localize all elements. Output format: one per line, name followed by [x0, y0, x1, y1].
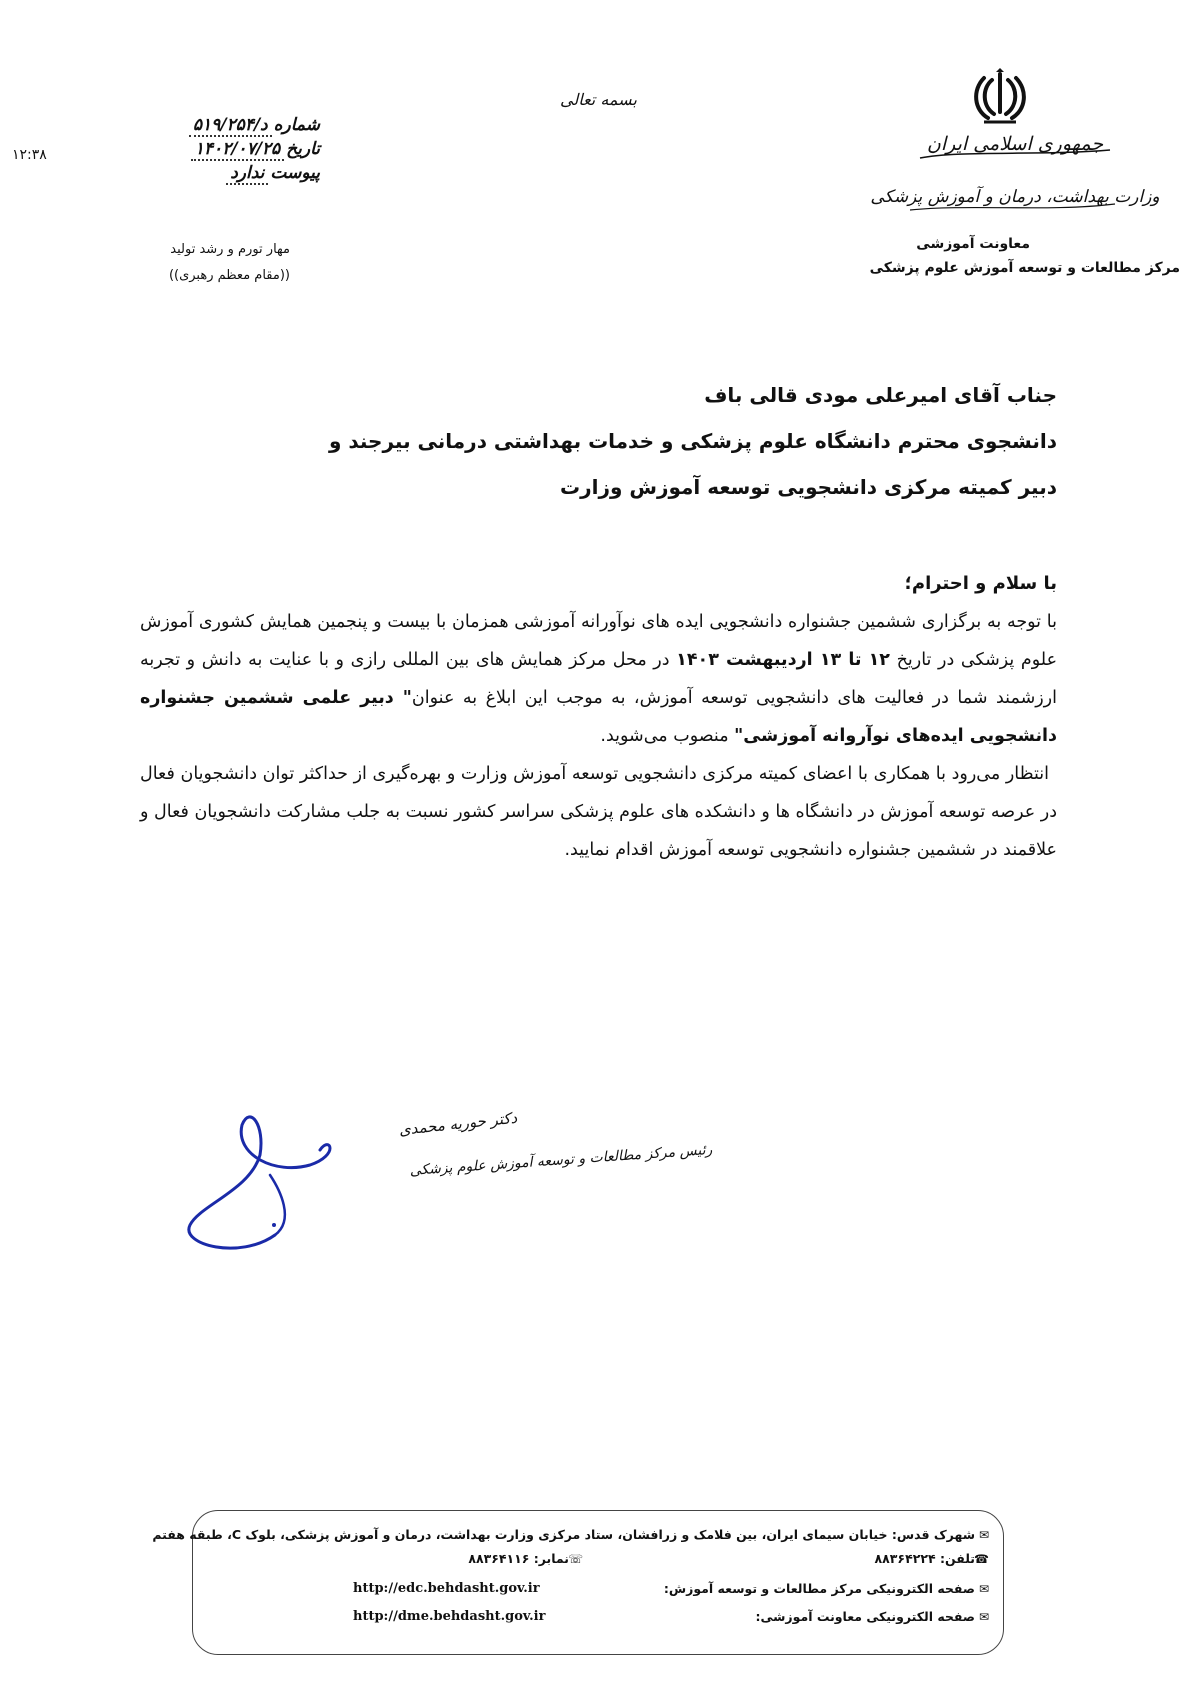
location-icon: ✉	[978, 1528, 989, 1542]
signatory-title: رئیس مرکز مطالعات و توسعه آموزش علوم پزشکی	[409, 1141, 713, 1179]
addressee	[329, 372, 1057, 510]
iran-emblem-icon	[970, 68, 1030, 128]
phone-icon: ☎	[974, 1552, 989, 1566]
ministry-department	[869, 236, 1180, 276]
footer-address	[152, 1527, 989, 1542]
number-label: شماره	[273, 115, 320, 135]
greeting: با سلام و احترام؛	[904, 573, 1057, 594]
address-text: شهرک قدس: خیابان سیمای ایران، بین فلامک و زرافشان، ستاد مرکزی وزارت بهداشت، درمان و آموزش پزشکی، بلوک C، طبقه هفتم	[152, 1527, 975, 1542]
letter-body	[140, 565, 1057, 869]
attachment-label: پیوست	[270, 163, 320, 183]
p1-text-c: در محل مرکز همایش های بین المللی رازی و با عنایت به دانش و تجربه ارزشمند شما در فعالیت های دانشجویی توسعه آموزش، به موجب این ابلاغ به عنوان	[140, 650, 1058, 708]
deputy-name: معاونت آموزشی	[916, 236, 1030, 252]
web2-link[interactable]: http://dme.behdasht.gov.ir	[353, 1609, 546, 1624]
addressee-name: جناب آقای امیرعلی مودی قالی باف	[704, 383, 1057, 407]
slogan	[80, 237, 290, 289]
attachment-value: ندارد	[226, 163, 268, 185]
number-value: د/۵۱۹/۲۵۴	[189, 115, 272, 137]
addressee-role: دبیر کمیته مرکزی دانشجویی توسعه آموزش وزارت	[560, 475, 1057, 499]
handwritten-signature	[180, 1095, 713, 1265]
slogan-line: مهار تورم و رشد تولید	[170, 242, 290, 257]
footer-fax	[468, 1551, 583, 1566]
footer-web2	[755, 1609, 989, 1624]
center-name: مرکز مطالعات و توسعه آموزش علوم پزشکی	[869, 260, 1180, 276]
envelope-icon: ✉	[978, 1582, 989, 1596]
ministry-logo-text: وزارت بهداشت، درمان و آموزش پزشکی	[870, 187, 1160, 207]
time-stamp: ۱۲:۳۸	[12, 147, 47, 163]
footer-phone	[875, 1551, 989, 1566]
p1-text-a: با توجه به برگزاری ششمین جشنواره دانشجویی ایده های نوآورانه آموزشی همزمان با بیست و پنجمین همایش کشوری آموزش علوم پزشکی در تاریخ	[140, 612, 1058, 670]
paragraph-2: انتظار می‌رود با همکاری با اعضای کمیته مرکزی دانشجویی توسعه آموزش وزارت و بهره‌گیری از حداکثر توان دانشجویان فعال در عرصه توسعه آموزش در دانشگاه ها و دانشکده های علوم پزشکی سراسر کشور نسبت به جلب مشارکت دانشجویان فعال و علاقمند در ششمین جشنواره دانشجویی توسعه آموزش اقدام نمایید.	[140, 764, 1057, 860]
date-value: ۱۴۰۲/۰۷/۲۵	[191, 139, 284, 161]
fax-icon: ☏	[567, 1552, 583, 1566]
envelope-icon: ✉	[978, 1610, 989, 1624]
fax-text: نمابر: ۸۸۳۶۴۱۱۶	[468, 1551, 569, 1566]
signatory-name: دکتر حوریه محمدی	[398, 1108, 518, 1140]
p1-text-e: منصوب می‌شوید.	[600, 726, 735, 746]
letter-meta	[130, 115, 320, 187]
p1-date: ۱۲ تا ۱۳ اردیبهشت ۱۴۰۳	[676, 650, 890, 670]
web1-link[interactable]: http://edc.behdasht.gov.ir	[353, 1581, 540, 1596]
footer-contact-box	[152, 1510, 1004, 1655]
p1-appointment-title: " دبیر علمی ششمین جشنواره دانشجویی ایده‌های نوآروانه آموزشی"	[140, 688, 1057, 746]
ministry-calligraphy-logo	[870, 120, 1160, 230]
web2-label: صفحه الکترونیکی معاونت آموزشی:	[755, 1609, 975, 1624]
date-label: تاریخ	[286, 139, 320, 159]
number-row	[130, 115, 320, 139]
attachment-row	[130, 163, 320, 187]
phone-text: تلفن: ۸۸۳۶۴۲۲۴	[874, 1551, 975, 1566]
addressee-affiliation: دانشجوی محترم دانشگاه علوم پزشکی و خدمات بهداشتی درمانی بیرجند و	[328, 429, 1057, 453]
web1-label: صفحه الکترونیکی مرکز مطالعات و توسعه آموزش:	[663, 1581, 975, 1596]
date-row	[130, 139, 320, 163]
republic-logo-text: جمهوری اسلامی ایران	[926, 133, 1104, 155]
paragraph-1	[140, 603, 1057, 755]
slogan-attribution: ((مقام معظم رهبری))	[168, 268, 290, 283]
footer-web1	[664, 1581, 989, 1596]
basmala: بسمه تعالی	[560, 90, 637, 109]
